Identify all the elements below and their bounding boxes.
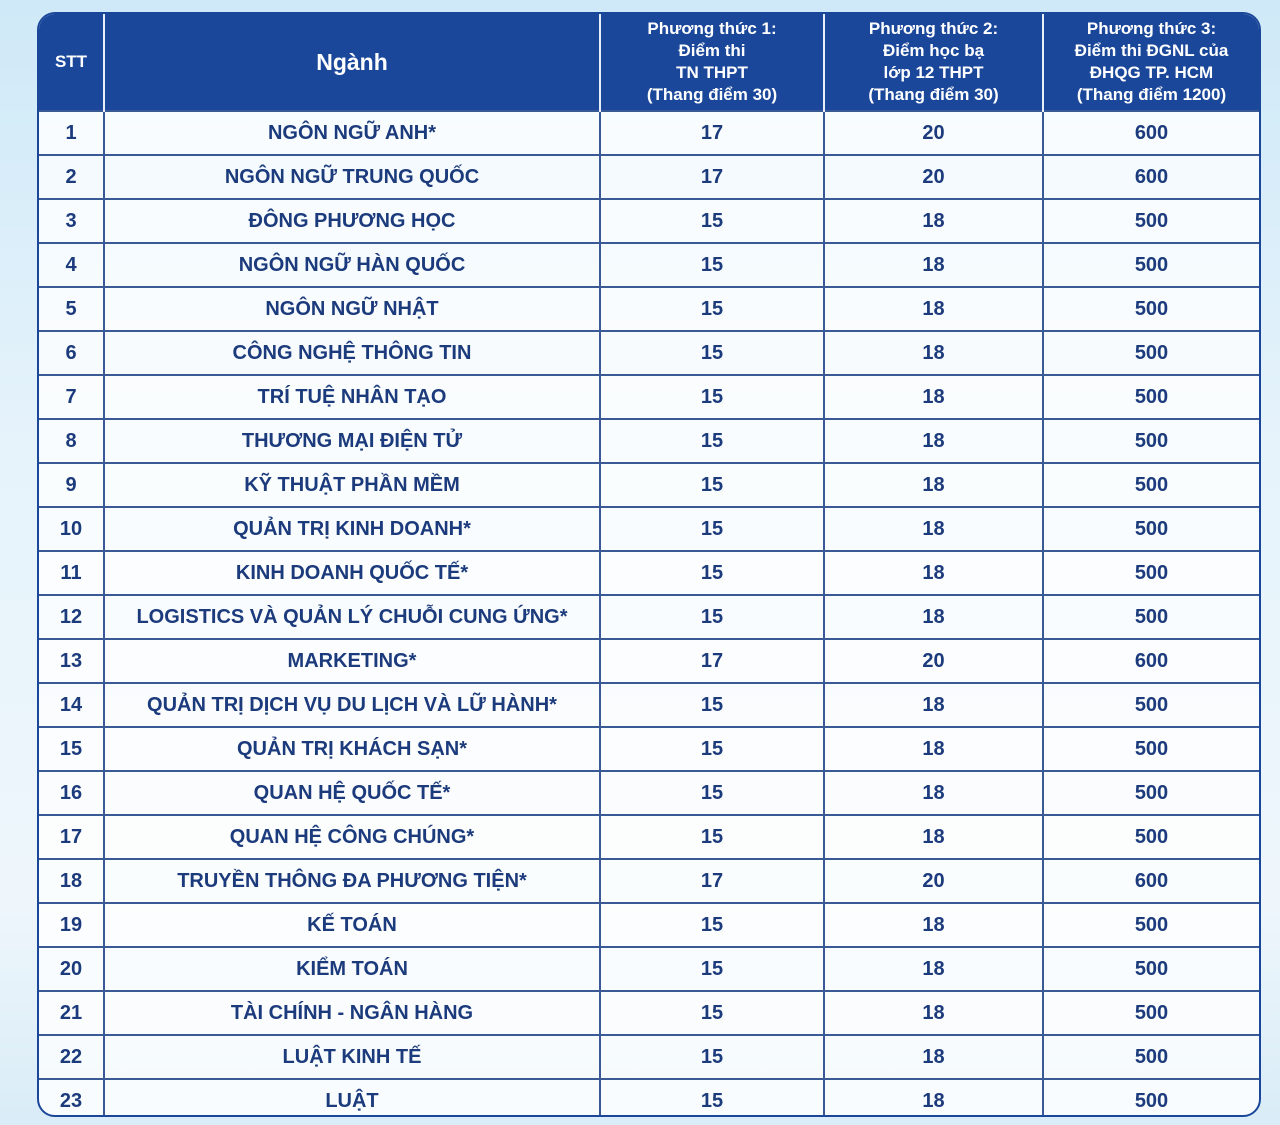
header-line: (Thang điểm 30) (646, 85, 778, 104)
table-row (39, 507, 1259, 551)
table-row (39, 727, 1259, 771)
cell-pt3: 600 (1043, 155, 1259, 199)
cell-nganh: QUẢN TRỊ KHÁCH SẠN* (104, 727, 600, 771)
cell-pt2: 18 (824, 287, 1043, 331)
table-row (39, 683, 1259, 727)
cell-stt: 21 (39, 991, 104, 1035)
cell-pt1: 15 (600, 463, 824, 507)
cell-stt: 1 (39, 111, 104, 155)
cell-nganh: QUAN HỆ CÔNG CHÚNG* (104, 815, 600, 859)
cell-pt3: 500 (1043, 331, 1259, 375)
header-line: Phương thức 1: (647, 19, 777, 38)
table-row (39, 419, 1259, 463)
header-nganh: Ngành (104, 14, 600, 111)
cell-pt1: 17 (600, 111, 824, 155)
cell-pt2: 18 (824, 419, 1043, 463)
cell-pt3: 500 (1043, 991, 1259, 1035)
cell-pt1: 15 (600, 727, 824, 771)
cell-nganh: CÔNG NGHỆ THÔNG TIN (104, 331, 600, 375)
table-row (39, 287, 1259, 331)
cell-pt1: 15 (600, 595, 824, 639)
header-stt: STT (39, 14, 104, 111)
table-row (39, 1035, 1259, 1079)
cell-stt: 3 (39, 199, 104, 243)
cell-nganh: KINH DOANH QUỐC TẾ* (104, 551, 600, 595)
cell-stt: 2 (39, 155, 104, 199)
cell-pt3: 500 (1043, 727, 1259, 771)
cell-pt3: 500 (1043, 419, 1259, 463)
cell-pt1: 15 (600, 243, 824, 287)
table-row (39, 155, 1259, 199)
header-row (39, 14, 1259, 111)
cell-nganh: NGÔN NGỮ HÀN QUỐC (104, 243, 600, 287)
cell-pt2: 20 (824, 859, 1043, 903)
cell-pt1: 15 (600, 1035, 824, 1079)
cell-stt: 9 (39, 463, 104, 507)
cell-nganh: NGÔN NGỮ ANH* (104, 111, 600, 155)
cell-pt1: 15 (600, 991, 824, 1035)
admission-score-table-container (37, 12, 1261, 1117)
table-row (39, 199, 1259, 243)
header-line: TN THPT (676, 63, 748, 82)
cell-nganh: LUẬT (104, 1079, 600, 1117)
cell-pt2: 20 (824, 155, 1043, 199)
cell-pt3: 500 (1043, 507, 1259, 551)
cell-stt: 16 (39, 771, 104, 815)
cell-pt3: 500 (1043, 551, 1259, 595)
cell-pt3: 500 (1043, 947, 1259, 991)
cell-nganh: MARKETING* (104, 639, 600, 683)
cell-nganh: QUẢN TRỊ KINH DOANH* (104, 507, 600, 551)
cell-stt: 11 (39, 551, 104, 595)
cell-pt1: 15 (600, 375, 824, 419)
header-line: (Thang điểm 1200) (1076, 85, 1227, 104)
cell-pt1: 15 (600, 507, 824, 551)
table-row (39, 111, 1259, 155)
cell-pt1: 17 (600, 155, 824, 199)
cell-pt2: 18 (824, 331, 1043, 375)
cell-pt1: 15 (600, 199, 824, 243)
cell-pt2: 20 (824, 639, 1043, 683)
cell-stt: 6 (39, 331, 104, 375)
header-line: (Thang điểm 30) (868, 85, 999, 104)
cell-pt2: 18 (824, 595, 1043, 639)
cell-pt1: 15 (600, 419, 824, 463)
header-line: lớp 12 THPT (883, 63, 984, 82)
cell-nganh: TRÍ TUỆ NHÂN TẠO (104, 375, 600, 419)
table-row (39, 859, 1259, 903)
cell-pt1: 15 (600, 903, 824, 947)
header-line: Điểm thi (678, 41, 746, 60)
cell-stt: 18 (39, 859, 104, 903)
cell-pt3: 500 (1043, 595, 1259, 639)
cell-pt2: 18 (824, 375, 1043, 419)
cell-pt1: 15 (600, 331, 824, 375)
cell-pt2: 18 (824, 771, 1043, 815)
cell-nganh: KIỂM TOÁN (104, 947, 600, 991)
cell-pt2: 18 (824, 199, 1043, 243)
cell-pt3: 600 (1043, 111, 1259, 155)
cell-nganh: TRUYỀN THÔNG ĐA PHƯƠNG TIỆN* (104, 859, 600, 903)
cell-stt: 22 (39, 1035, 104, 1079)
header-pt3 (1043, 14, 1259, 111)
cell-pt2: 18 (824, 551, 1043, 595)
table-row (39, 815, 1259, 859)
cell-pt3: 500 (1043, 375, 1259, 419)
cell-nganh: QUAN HỆ QUỐC TẾ* (104, 771, 600, 815)
table-row (39, 551, 1259, 595)
cell-pt2: 18 (824, 903, 1043, 947)
cell-pt2: 18 (824, 1035, 1043, 1079)
cell-nganh: KẾ TOÁN (104, 903, 600, 947)
table-row (39, 903, 1259, 947)
cell-nganh: NGÔN NGỮ NHẬT (104, 287, 600, 331)
cell-stt: 14 (39, 683, 104, 727)
table-row (39, 463, 1259, 507)
cell-stt: 4 (39, 243, 104, 287)
table-row (39, 375, 1259, 419)
cell-pt3: 500 (1043, 287, 1259, 331)
cell-pt1: 17 (600, 639, 824, 683)
cell-pt1: 15 (600, 947, 824, 991)
cell-nganh: LUẬT KINH TẾ (104, 1035, 600, 1079)
cell-nganh: LOGISTICS VÀ QUẢN LÝ CHUỖI CUNG ỨNG* (104, 595, 600, 639)
cell-pt1: 15 (600, 287, 824, 331)
cell-pt3: 600 (1043, 639, 1259, 683)
cell-pt3: 500 (1043, 903, 1259, 947)
cell-pt2: 18 (824, 683, 1043, 727)
header-line: Điểm thi ĐGNL của (1074, 41, 1229, 60)
cell-stt: 7 (39, 375, 104, 419)
header-line: Điểm học bạ (882, 41, 985, 60)
table-row (39, 331, 1259, 375)
cell-nganh: NGÔN NGỮ TRUNG QUỐC (104, 155, 600, 199)
header-line: Phương thức 3: (1086, 19, 1217, 38)
cell-pt1: 15 (600, 771, 824, 815)
cell-pt3: 500 (1043, 1035, 1259, 1079)
cell-pt2: 18 (824, 727, 1043, 771)
cell-pt1: 15 (600, 551, 824, 595)
cell-pt3: 500 (1043, 683, 1259, 727)
cell-pt1: 17 (600, 859, 824, 903)
cell-pt2: 18 (824, 243, 1043, 287)
header-line: ĐHQG TP. HCM (1089, 63, 1214, 82)
cell-pt2: 18 (824, 991, 1043, 1035)
cell-pt3: 600 (1043, 859, 1259, 903)
header-pt1 (600, 14, 824, 111)
cell-stt: 8 (39, 419, 104, 463)
cell-pt3: 500 (1043, 771, 1259, 815)
table-row (39, 243, 1259, 287)
cell-stt: 13 (39, 639, 104, 683)
cell-pt3: 500 (1043, 199, 1259, 243)
cell-nganh: QUẢN TRỊ DỊCH VỤ DU LỊCH VÀ LỮ HÀNH* (104, 683, 600, 727)
cell-pt3: 500 (1043, 1079, 1259, 1117)
cell-pt1: 15 (600, 815, 824, 859)
table-row (39, 991, 1259, 1035)
cell-pt3: 500 (1043, 243, 1259, 287)
cell-stt: 10 (39, 507, 104, 551)
header-line: Phương thức 2: (868, 19, 999, 38)
cell-pt2: 18 (824, 815, 1043, 859)
cell-nganh: TÀI CHÍNH - NGÂN HÀNG (104, 991, 600, 1035)
cell-pt2: 18 (824, 947, 1043, 991)
cell-pt1: 15 (600, 683, 824, 727)
table-row (39, 595, 1259, 639)
header-pt2 (824, 14, 1043, 111)
table-row (39, 1079, 1259, 1117)
table-row (39, 947, 1259, 991)
cell-stt: 20 (39, 947, 104, 991)
cell-pt1: 15 (600, 1079, 824, 1117)
cell-nganh: KỸ THUẬT PHẦN MỀM (104, 463, 600, 507)
table-row (39, 639, 1259, 683)
cell-stt: 15 (39, 727, 104, 771)
cell-pt2: 18 (824, 1079, 1043, 1117)
cell-nganh: ĐÔNG PHƯƠNG HỌC (104, 199, 600, 243)
admission-score-table (39, 14, 1259, 1117)
cell-pt3: 500 (1043, 463, 1259, 507)
cell-pt2: 18 (824, 463, 1043, 507)
cell-stt: 12 (39, 595, 104, 639)
cell-stt: 17 (39, 815, 104, 859)
cell-stt: 23 (39, 1079, 104, 1117)
cell-pt2: 20 (824, 111, 1043, 155)
cell-nganh: THƯƠNG MẠI ĐIỆN TỬ (104, 419, 600, 463)
cell-pt2: 18 (824, 507, 1043, 551)
cell-stt: 19 (39, 903, 104, 947)
cell-pt3: 500 (1043, 815, 1259, 859)
table-row (39, 771, 1259, 815)
cell-stt: 5 (39, 287, 104, 331)
